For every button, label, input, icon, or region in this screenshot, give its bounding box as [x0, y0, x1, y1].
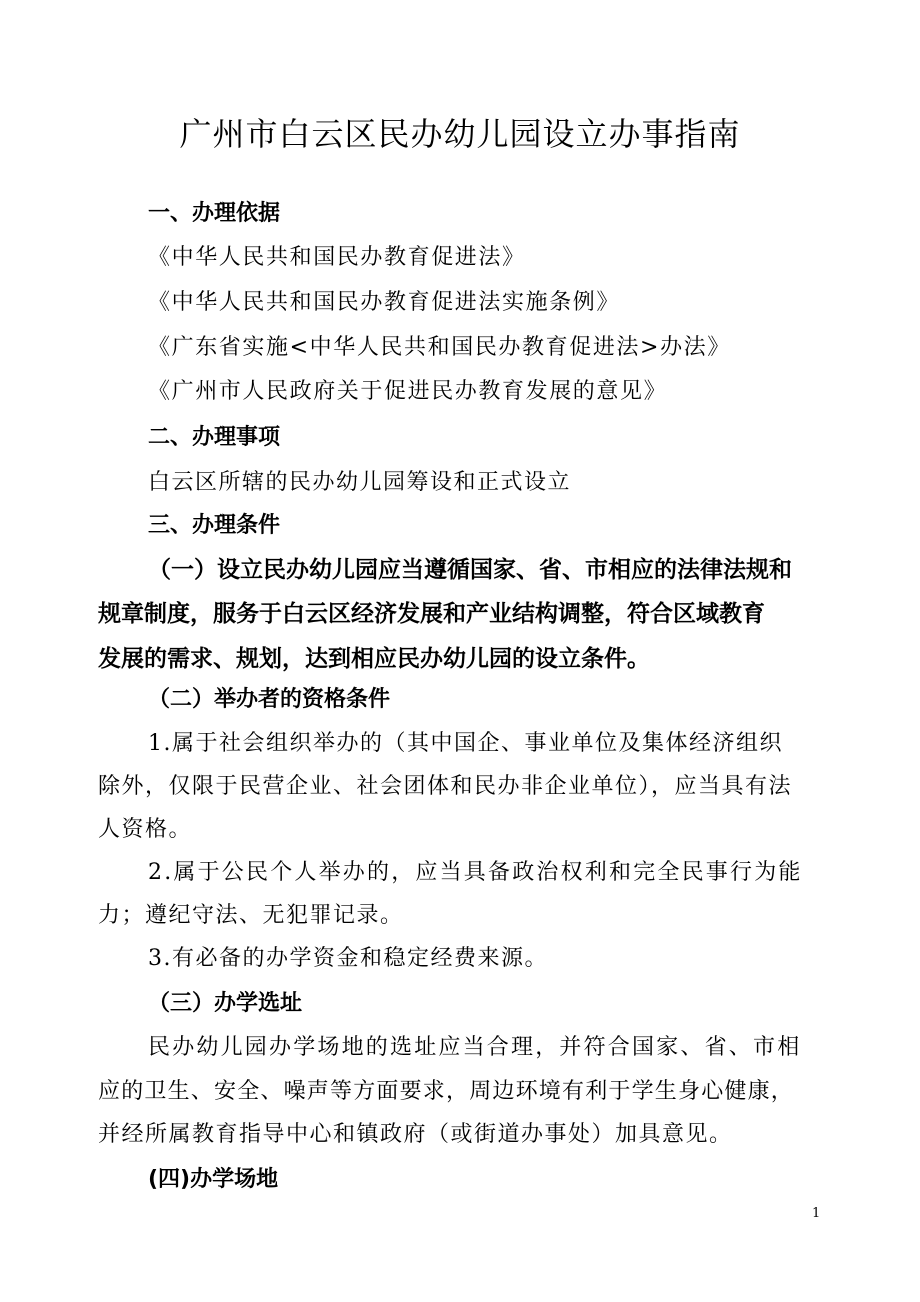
basis-item-3: 《广东省实施<中华人民共和国民办教育促进法>办法》	[148, 335, 731, 360]
site-selection-line-2: 应的卫生、安全、噪声等方面要求，周边环境有利于学生身心健康，	[98, 1079, 795, 1104]
condition-1-line-2: 规章制度，服务于白云区经济发展和产业结构调整，符合区域教育	[98, 601, 765, 627]
basis-item-1: 《中华人民共和国民办教育促进法》	[148, 245, 526, 270]
qualification-1-line-1: 1.属于社会组织举办的（其中国企、事业单位及集体经济组织	[148, 731, 783, 756]
qualification-2-line-1: 2.属于公民个人举办的，应当具备政治权利和完全民事行为能	[148, 860, 803, 885]
subheading-school-premises: (四)办学场地	[148, 1167, 279, 1192]
site-selection-line-1: 民办幼儿园办学场地的选址应当合理，并符合国家、省、市相	[148, 1035, 802, 1060]
basis-item-2: 《中华人民共和国民办教育促进法实施条例》	[148, 290, 621, 315]
condition-1-line-3: 发展的需求、规划，达到相应民办幼儿园的设立条件。	[98, 646, 650, 672]
section-heading-matters: 二、办理事项	[148, 425, 281, 450]
qualification-3: 3.有必备的办学资金和稳定经费来源。	[148, 946, 548, 971]
site-selection-line-3: 并经所属教育指导中心和镇政府（或街道办事处）加具意见。	[98, 1122, 733, 1147]
condition-1-line-1: （一）设立民办幼儿园应当遵循国家、省、市相应的法律法规和	[148, 557, 792, 583]
qualification-1-line-2: 除外，仅限于民营企业、社会团体和民办非企业单位），应当具有法	[98, 774, 793, 799]
document-title: 广州市白云区民办幼儿园设立办事指南	[179, 115, 741, 154]
page-number: 1	[812, 1206, 821, 1221]
subheading-site-selection: （三）办学选址	[148, 991, 303, 1016]
qualification-1-line-3: 人资格。	[98, 817, 193, 842]
subheading-founder-qualification: （二）举办者的资格条件	[148, 687, 391, 712]
section-heading-conditions: 三、办理条件	[148, 513, 281, 538]
matters-text: 白云区所辖的民办幼儿园筹设和正式设立	[148, 470, 572, 495]
section-heading-basis: 一、办理依据	[148, 201, 281, 226]
qualification-2-line-2: 力；遵纪守法、无犯罪记录。	[98, 903, 404, 928]
basis-item-4: 《广州市人民政府关于促进民办教育发展的意见》	[148, 379, 668, 404]
